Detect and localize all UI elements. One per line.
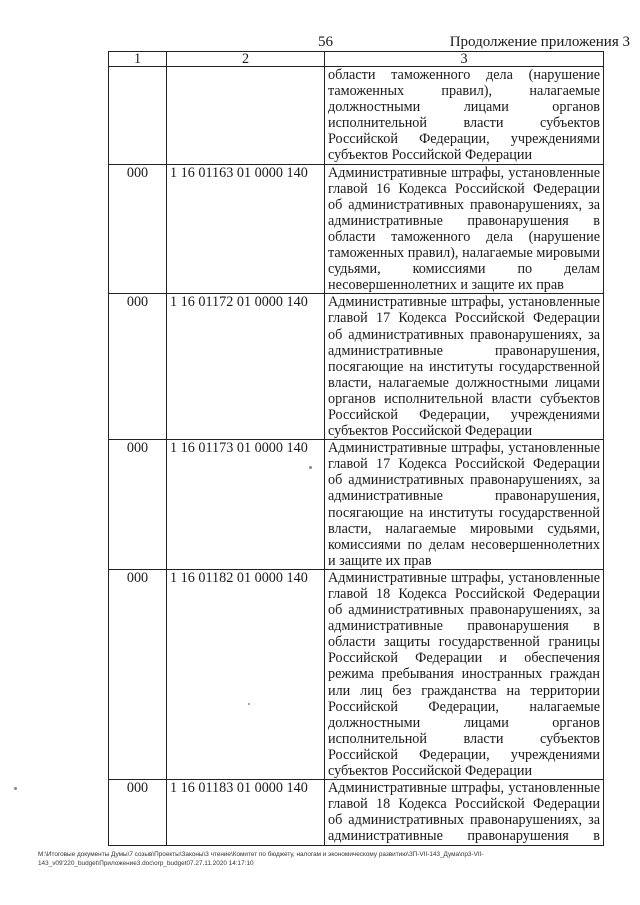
description-line: об административных правонарушениях, за — [328, 602, 600, 619]
table-row — [109, 294, 604, 440]
description-cell — [325, 780, 604, 845]
page-number: 56 — [318, 34, 333, 50]
table-row — [109, 67, 604, 165]
description-line: и защите их прав — [328, 552, 432, 569]
description-line: Административные штрафы, установленные — [328, 440, 600, 457]
kbk-code-cell: 1 16 01173 01 0000 140 — [167, 440, 325, 570]
kbk-code-cell: 1 16 01172 01 0000 140 — [167, 294, 325, 440]
description-line: области защиты государственной границы — [328, 634, 600, 651]
description-line: Российской Федерации, налагаемые — [328, 698, 600, 715]
scan-speck — [14, 787, 17, 790]
description-line: области таможенного дела (нарушение — [328, 228, 600, 245]
column-header: 2 — [167, 52, 325, 67]
description-line: режима пребывания иностранных граждан — [328, 666, 600, 683]
description-cell — [325, 67, 604, 165]
table-row — [109, 164, 604, 294]
description-line: субъектов Российской Федерации — [328, 763, 533, 780]
description-line: Российской Федерации и обеспечения — [328, 650, 600, 667]
kbk-code-cell: 1 16 01163 01 0000 140 — [167, 164, 325, 294]
description-line: административные правонарушения в — [328, 828, 600, 845]
description-line: исполнительной власти субъектов — [328, 115, 600, 132]
description-line: административные правонарушения, — [328, 488, 600, 505]
description-line: об административных правонарушениях, за — [328, 472, 600, 489]
table-row — [109, 780, 604, 845]
description-cell — [325, 569, 604, 779]
description-line: или лиц без гражданства на территории — [328, 682, 600, 699]
description-line: административные правонарушения в — [328, 618, 600, 635]
description-line: таможенных правил), налагаемые — [328, 83, 600, 100]
admin-code-cell: 000 — [109, 569, 167, 779]
budget-table — [108, 51, 604, 846]
admin-code-cell — [109, 67, 167, 165]
scan-speck — [309, 466, 312, 469]
description-line: об административных правонарушениях, за — [328, 326, 600, 343]
admin-code-cell: 000 — [109, 780, 167, 845]
description-line: должностными лицами органов — [328, 99, 600, 116]
description-line: субъектов Российской Федерации — [328, 147, 533, 164]
description-line: Административные штрафы, установленные — [328, 164, 600, 181]
description-line: об административных правонарушениях, за — [328, 196, 600, 213]
description-line: должностными лицами органов — [328, 714, 600, 731]
description-line: главой 18 Кодекса Российской Федерации — [328, 796, 600, 813]
description-cell — [325, 440, 604, 570]
kbk-code-cell — [167, 67, 325, 165]
description-line: посягающие на институты государственной — [328, 358, 600, 375]
continuation-label: Продолжение приложения 3 — [449, 34, 630, 50]
column-header: 1 — [109, 52, 167, 67]
admin-code-cell: 000 — [109, 440, 167, 570]
description-line: об административных правонарушениях, за — [328, 812, 600, 829]
column-header: 3 — [325, 52, 604, 67]
kbk-code-cell: 1 16 01183 01 0000 140 — [167, 780, 325, 845]
description-line: Административные штрафы, установленные — [328, 294, 600, 311]
description-line: субъектов Российской Федерации — [328, 423, 533, 440]
admin-code-cell: 000 — [109, 294, 167, 440]
scan-speck — [248, 703, 250, 705]
description-line: судьями, комиссиями по делам — [328, 261, 600, 278]
table-row — [109, 440, 604, 570]
description-line: органов исполнительной власти субъектов — [328, 390, 600, 407]
description-line: Российской Федерации, учреждениями — [328, 406, 600, 423]
description-line: Административные штрафы, установленные — [328, 569, 600, 586]
description-line: Российской Федерации, учреждениями — [328, 131, 600, 148]
description-line: комиссиями по делам несовершеннолетних — [328, 536, 600, 553]
description-line: таможенных правил), налагаемые мировыми — [328, 245, 600, 262]
description-line: несовершеннолетних и защите их прав — [328, 277, 564, 294]
description-line: главой 17 Кодекса Российской Федерации — [328, 456, 600, 473]
description-line: Российской Федерации, учреждениями — [328, 746, 600, 763]
description-line: области таможенного дела (нарушение — [328, 67, 600, 83]
kbk-code-cell: 1 16 01182 01 0000 140 — [167, 569, 325, 779]
table-header-row — [109, 52, 604, 67]
description-line: главой 16 Кодекса Российской Федерации — [328, 180, 600, 197]
description-line: административные правонарушения, — [328, 342, 600, 359]
description-line: власти, налагаемые мировыми судьями, — [328, 520, 600, 537]
table-row — [109, 569, 604, 779]
description-line: Административные штрафы, установленные — [328, 780, 600, 797]
description-line: административные правонарушения в — [328, 212, 600, 229]
description-line: исполнительной власти субъектов — [328, 730, 600, 747]
description-line: главой 18 Кодекса Российской Федерации — [328, 586, 600, 602]
description-line: посягающие на институты государственной — [328, 504, 600, 521]
admin-code-cell: 000 — [109, 164, 167, 294]
description-cell — [325, 164, 604, 294]
description-cell — [325, 294, 604, 440]
description-line: главой 17 Кодекса Российской Федерации — [328, 310, 600, 327]
description-line: власти, налагаемые должностными лицами — [328, 374, 600, 391]
file-path-footer: M:\Итоговые документы Думы\7 созыв\Проекты\Законы\3 чтение\Комитет по бюджету, налогам и экономическому развитию\ЗП-VII-143_Дума\пр3-VII-143_v09'220_budget\Приложение3.doc\orp_budget07.27.11.2020 14:17:10 — [38, 851, 484, 867]
